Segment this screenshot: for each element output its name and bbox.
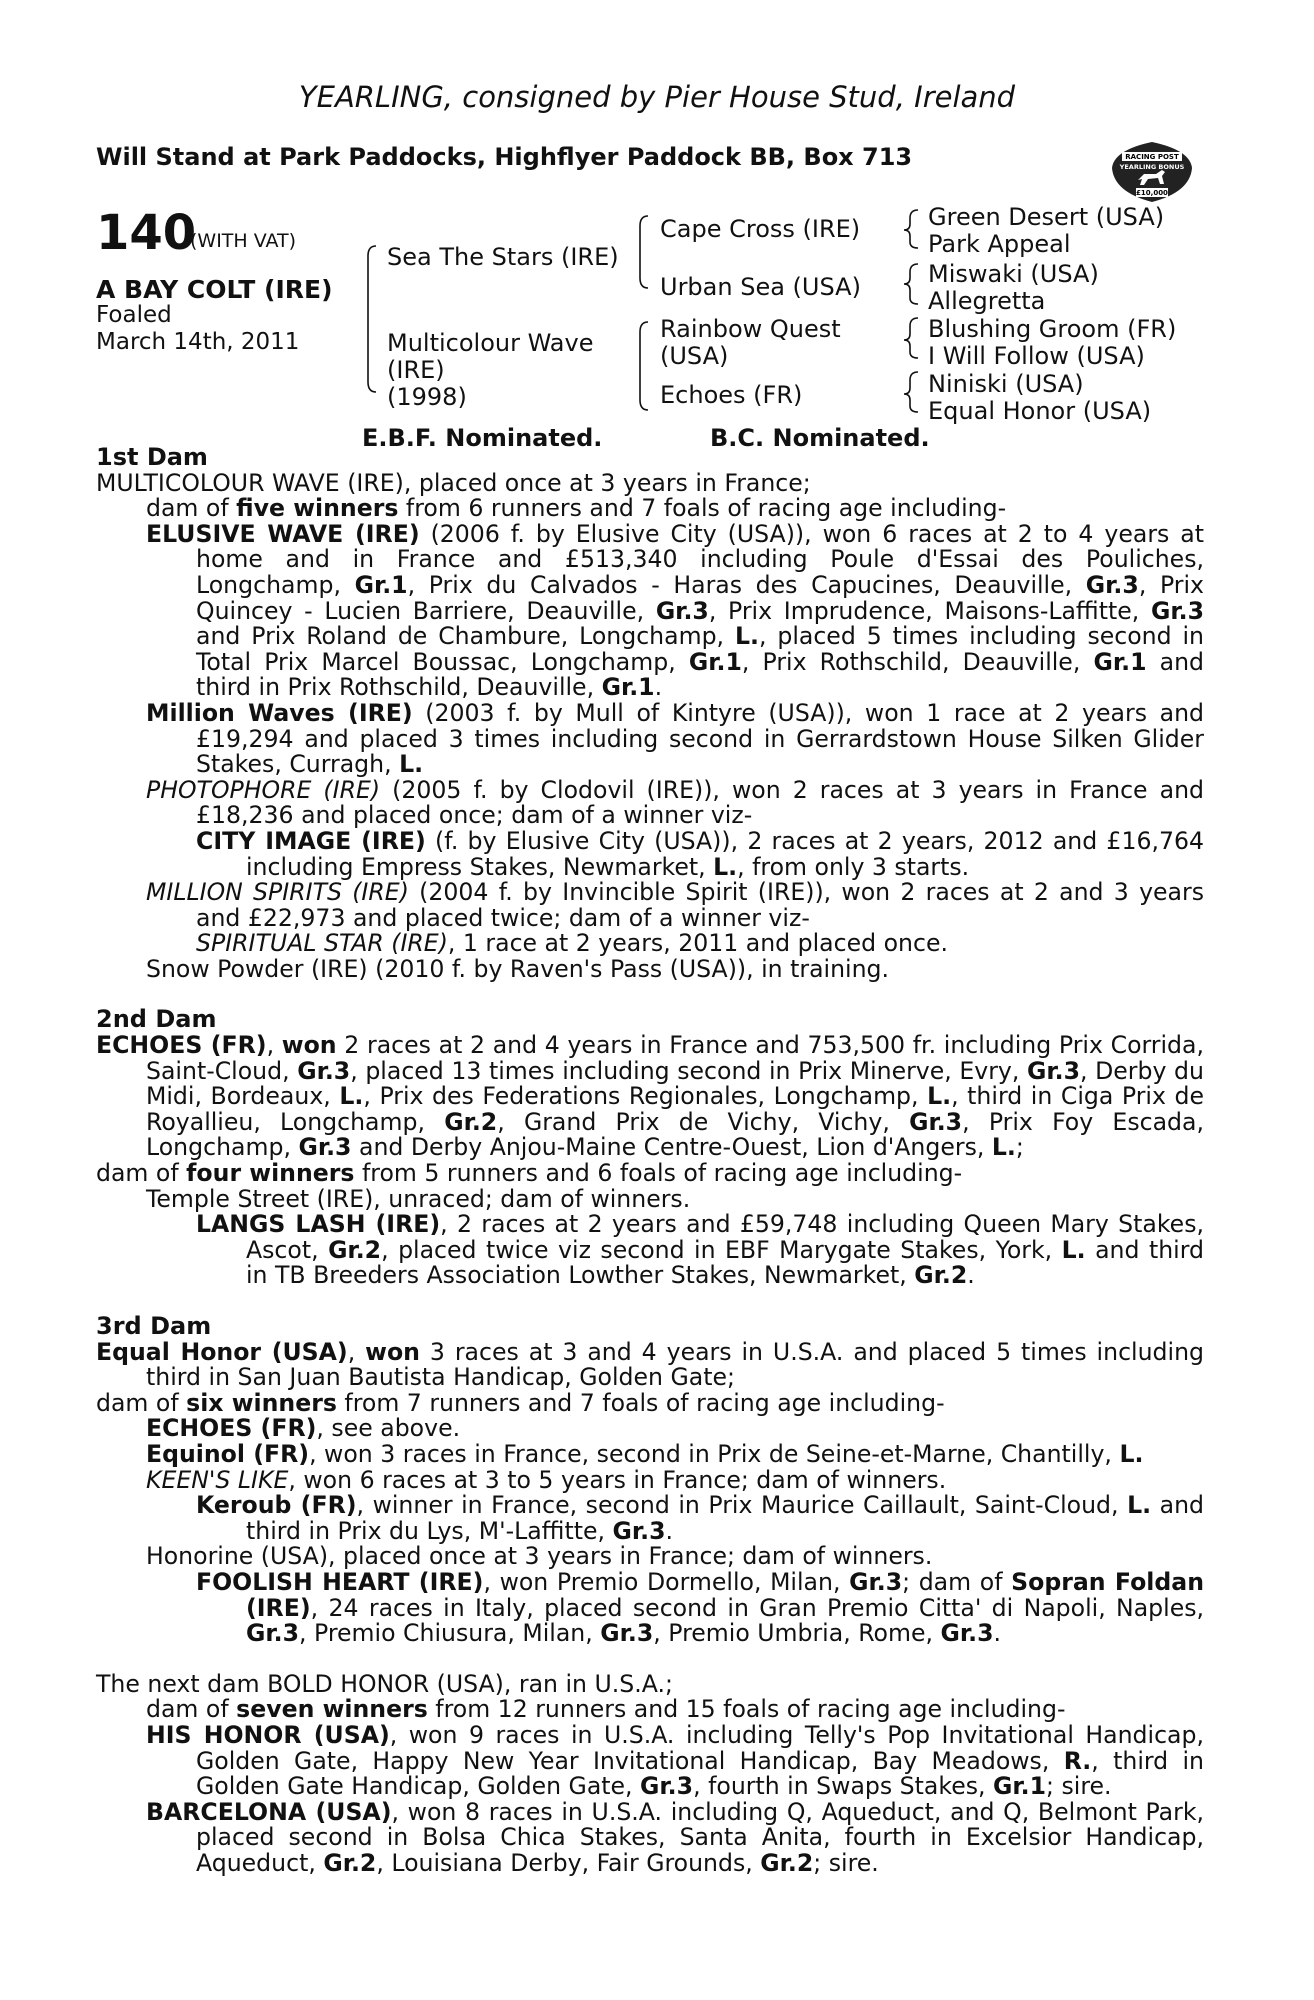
progeny-keens-like: KEEN'S LIKE, won 6 races at 3 to 5 years in France; dam of winners. bbox=[146, 1465, 947, 1494]
third-dam-heading: 3rd Dam bbox=[96, 1312, 212, 1340]
catalogue-body bbox=[96, 445, 1204, 1876]
grandsire-5: Blushing Groom (FR) bbox=[928, 315, 1177, 343]
lot-number: 140 bbox=[96, 205, 197, 261]
dam-dam: Echoes (FR) bbox=[660, 381, 803, 409]
vat-label: (WITH VAT) bbox=[190, 230, 297, 252]
dam-line-3: (1998) bbox=[387, 383, 467, 411]
progeny-spiritual-star: SPIRITUAL STAR (IRE), 1 race at 2 years, 2011 and placed once. bbox=[196, 929, 948, 958]
progeny-million-spirits: MILLION SPIRITS (IRE) (2004 f. by Invincible Spirit (IRE)), won 2 races at 2 and 3 years and £22,973 and placed twice; dam of a winner viz- bbox=[146, 878, 1204, 932]
grandsire-6: I Will Follow (USA) bbox=[928, 342, 1145, 370]
progeny-photophore: PHOTOPHORE (IRE) (2005 f. by Clodovil (IRE)), won 2 races at 3 years in France and £18,236 and placed once; dam of a winner viz- bbox=[146, 775, 1204, 830]
second-dam-produce: dam of four winners from 5 runners and 6 foals of racing age including- bbox=[96, 1159, 963, 1188]
progeny-echoes: ECHOES (FR), see above. bbox=[146, 1414, 461, 1443]
dam-line-1: Multicolour Wave bbox=[387, 329, 594, 357]
next-dam-paragraph: The next dam BOLD HONOR (USA), ran in U.S.A.; dam of seven winners from 12 runners and 15 foals of racing age including- bbox=[96, 1669, 1066, 1724]
svg-text:RACING POST: RACING POST bbox=[1125, 153, 1179, 161]
sire-sire: Cape Cross (IRE) bbox=[660, 215, 861, 243]
progeny-foolish-heart: FOOLISH HEART (IRE), won Premio Dormello, Milan, Gr.3; dam of Sopran Foldan (IRE), 24 races in Italy, placed second in Gran Premio Citta' di Napoli, Naples, Gr.3, Premio Chiusura, Milan, Gr.3, Premio Umbria, Rome, Gr.3. bbox=[196, 1567, 1204, 1648]
stand-location: Will Stand at Park Paddocks, Highflyer Paddock BB, Box 713 bbox=[96, 143, 913, 171]
first-dam-heading: 1st Dam bbox=[96, 443, 208, 471]
dam bbox=[387, 330, 593, 411]
grandsire-7: Niniski (USA) bbox=[928, 370, 1084, 398]
second-dam-paragraph: ECHOES (FR), won 2 races at 2 and 4 years in France and 753,500 fr. including Prix Corrida, Saint-Cloud, Gr.3, placed 13 times including second in Prix Minerve, Evry, Gr.3, Derby du Midi, Bordeaux, L., Prix des Federations Regionales, Longchamp, L., third in Ciga Prix de Royallieu, Longchamp, Gr.2, Grand Prix de Vichy, Vichy, Gr.3, Prix Foy Escada, Longchamp, Gr.3 and Derby Anjou-Maine Centre-Ouest, Lion d'Angers, L.; bbox=[96, 1031, 1205, 1162]
second-dam-heading: 2nd Dam bbox=[96, 1005, 217, 1034]
first-dam-paragraph: MULTICOLOUR WAVE (IRE), placed once at 3 years in France; dam of five winners from 6 runners and 7 foals of racing age including- bbox=[96, 468, 1007, 523]
dam-line-2: (IRE) bbox=[387, 356, 445, 384]
progeny-million-waves: Million Waves (IRE) (2003 f. by Mull of Kintyre (USA)), won 1 race at 2 years and £19,294 and placed 3 times including second in Gerrardstown House Silken Glider Stakes, Curragh, L. bbox=[146, 698, 1204, 779]
dam-sire-line-2: (USA) bbox=[660, 342, 729, 370]
progeny-snow-powder: Snow Powder (IRE) (2010 f. by Raven's Pass (USA)), in training. bbox=[146, 954, 890, 983]
sire: Sea The Stars (IRE) bbox=[387, 243, 619, 271]
page-title: YEARLING, consigned by Pier House Stud, Ireland bbox=[298, 80, 1016, 114]
grandsire-2: Park Appeal bbox=[928, 230, 1071, 258]
bc-nominated: B.C. Nominated. bbox=[710, 424, 930, 452]
dam-sire bbox=[660, 316, 841, 370]
grandsire-4: Allegretta bbox=[928, 287, 1046, 315]
progeny-elusive-wave: ELUSIVE WAVE (IRE) (2006 f. by Elusive City (USA)), won 6 races at 2 to 4 years at home and in France and £513,340 including Poule d'Essai des Pouliches, Longchamp, Gr.1, Prix du Calvados - Haras des Capucines, Deauville, Gr.3, Prix Quincey - Lucien Barriere, Deauville, Gr.3, Prix Imprudence, Maisons-Laffitte, Gr.3 and Prix Roland de Chambure, Longchamp, L., placed 5 times including second in Total Prix Marcel Boussac, Longchamp, Gr.1, Prix Rothschild, Deauville, Gr.1 and third in Prix Rothschild, Deauville, Gr.1. bbox=[146, 519, 1205, 702]
foaled-label: Foaled bbox=[96, 302, 172, 328]
grandsire-8: Equal Honor (USA) bbox=[928, 397, 1152, 425]
progeny-city-image: CITY IMAGE (IRE) (f. by Elusive City (USA)), 2 races at 2 years, 2012 and £16,764 including Empress Stakes, Newmarket, L., from only 3 starts. bbox=[196, 826, 1204, 881]
progeny-keroub: Keroub (FR), winner in France, second in Prix Maurice Caillault, Saint-Cloud, L. and third in Prix du Lys, M'-Laffitte, Gr.3. bbox=[196, 1491, 1204, 1545]
grandsire-1: Green Desert (USA) bbox=[928, 203, 1165, 231]
third-dam-produce: dam of six winners from 7 runners and 7 foals of racing age including- bbox=[96, 1388, 945, 1417]
foaled-date: March 14th, 2011 bbox=[96, 329, 300, 355]
progeny-his-honor: HIS HONOR (USA), won 9 races in U.S.A. including Telly's Pop Invitational Handicap, Golden Gate, Happy New Year Invitational Handicap, Bay Meadows, R., third in Golden Gate Handicap, Golden Gate, Gr.3, fourth in Swaps Stakes, Gr.1; sire. bbox=[146, 1720, 1204, 1801]
third-dam-paragraph: Equal Honor (USA), won 3 races at 3 and 4 years in U.S.A. and placed 5 times including third in San Juan Bautista Handicap, Golden Gate; bbox=[96, 1337, 1205, 1392]
progeny-equinol: Equinol (FR), won 3 races in France, second in Prix de Seine-et-Marne, Chantilly, L. bbox=[146, 1439, 1144, 1468]
grandsire-3: Miswaki (USA) bbox=[928, 260, 1099, 288]
sire-dam: Urban Sea (USA) bbox=[660, 273, 861, 301]
progeny-temple-street: Temple Street (IRE), unraced; dam of winners. bbox=[146, 1184, 691, 1213]
svg-text:£10,000: £10,000 bbox=[1136, 189, 1168, 197]
dam-sire-line-1: Rainbow Quest bbox=[660, 315, 841, 343]
svg-text:YEARLING BONUS: YEARLING BONUS bbox=[1119, 163, 1185, 171]
horse-name: A BAY COLT (IRE) bbox=[96, 275, 333, 304]
ebf-nominated: E.B.F. Nominated. bbox=[362, 424, 603, 452]
progeny-langs-lash: LANGS LASH (IRE), 2 races at 2 years and £59,748 including Queen Mary Stakes, Ascot, Gr.2, placed twice viz second in EBF Marygate Stakes, York, L. and third in TB Breeders Association Lowther Stakes, Newmarket, Gr.2. bbox=[196, 1210, 1204, 1290]
progeny-barcelona: BARCELONA (USA), won 8 races in U.S.A. including Q, Aqueduct, and Q, Belmont Park, placed second in Bolsa Chica Stakes, Santa Anita, fourth in Excelsior Handicap, Aqueduct, Gr.2, Louisiana Derby, Fair Grounds, Gr.2; sire. bbox=[146, 1797, 1204, 1877]
progeny-honorine: Honorine (USA), placed once at 3 years in France; dam of winners. bbox=[146, 1542, 933, 1571]
